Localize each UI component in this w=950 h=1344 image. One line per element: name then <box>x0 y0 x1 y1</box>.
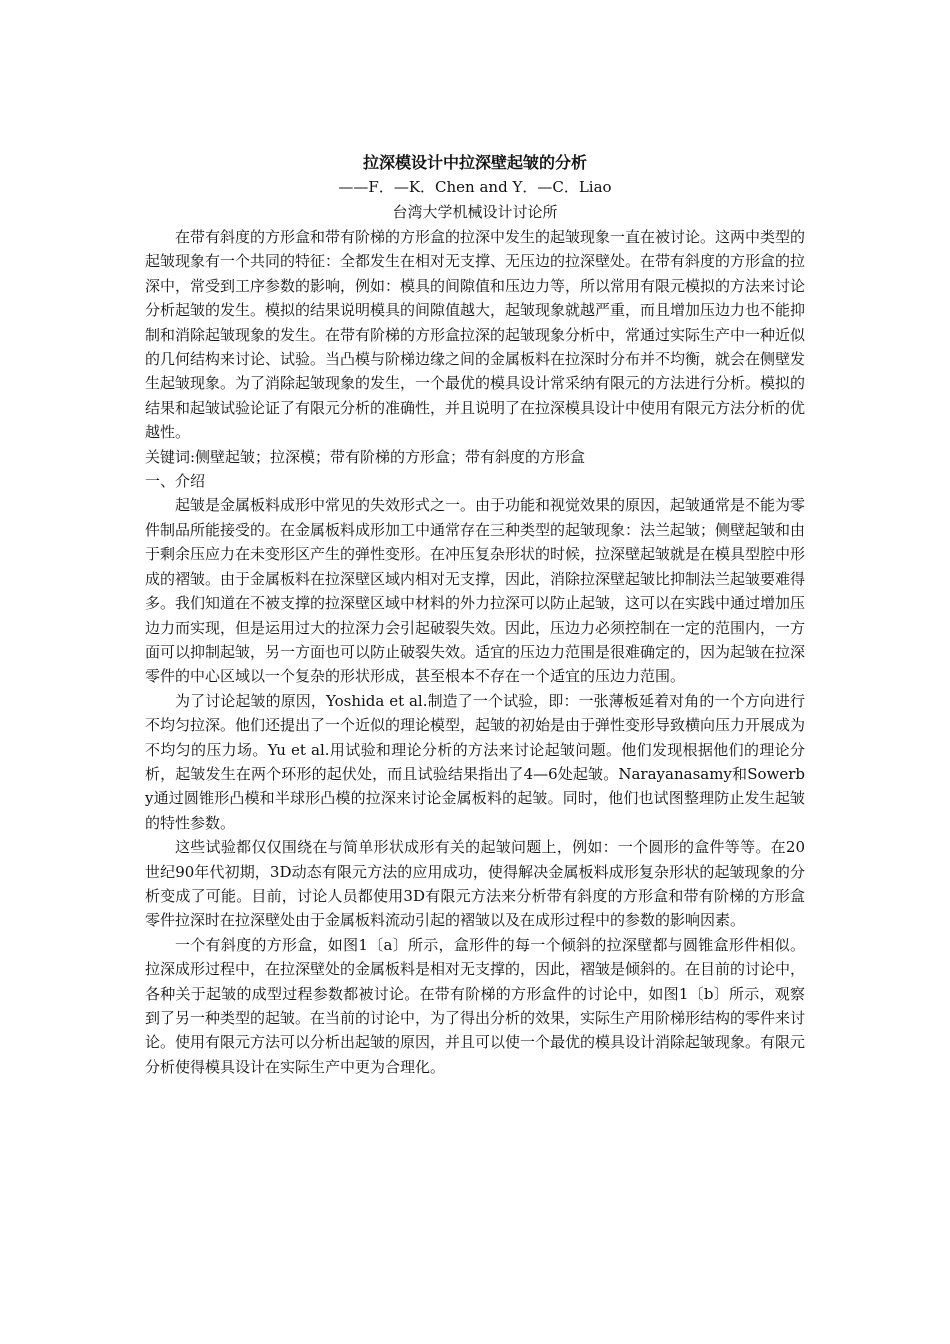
abstract-paragraph: 在带有斜度的方形盒和带有阶梯的方形盒的拉深中发生的起皱现象一直在被讨论。这两中类型的起皱现象有一个共同的特征：全都发生在相对无支撑、无压边的拉深壁处。在带有斜度的方形盒的拉深中，常受到工序参数的影响，例如：模具的间隙值和压边力等，所以常用有限元模拟的方法来讨论分析起皱的发生。模拟的结果说明模具的间隙值越大，起皱现象就越严重，而且增加压边力也不能抑制和消除起皱现象的发生。在带有阶梯的方形盒拉深的起皱现象分析中，常通过实际生产中一种近似的几何结构来讨论、试验。当凸模与阶梯边缘之间的金属板料在拉深时分布并不均衡，就会在侧壁发生起皱现象。为了消除起皱现象的发生，一个最优的模具设计常采纳有限元的方法进行分析。模拟的结果和起皱试验论证了有限元分析的准确性，并且说明了在拉深模具设计中使用有限元方法分析的优越性。 <box>145 228 806 442</box>
intro-paragraph-1: 起皱是金属板料成形中常见的失效形式之一。由于功能和视觉效果的原因，起皱通常是不能为零件制品所能接受的。在金属板料成形加工中通常存在三种类型的起皱现象：法兰起皱；侧壁起皱和由于剩余压应力在未变形区产生的弹性变形。在冲压复杂形状的时候，拉深壁起皱就是在模具型腔中形成的褶皱。由于金属板料在拉深壁区域内相对无支撑，因此，消除拉深壁起皱比抑制法兰起皱要难得多。我们知道在不被支撑的拉深壁区域中材料的外力拉深可以防止起皱，这可以在实践中通过增加压边力而实现，但是运用过大的拉深力会引起破裂失效。因此，压边力必须控制在一定的范围内，一方面可以抑制起皱，另一方面也可以防止破裂失效。适宜的压边力范围是很难确定的，因为起皱在拉深零件的中心区域以一个复杂的形状形成，甚至根本不存在一个适宜的压边力范围。 <box>145 496 806 686</box>
document-authors: ——F．—K．Chen and Y．—C．Liao <box>338 178 612 196</box>
keywords-line: 关键词:侧壁起皱；拉深模；带有阶梯的方形盒；带有斜度的方形盒 <box>145 447 586 466</box>
intro-paragraph-4: 一个有斜度的方形盒，如图1〔a〕所示，盒形件的每一个倾斜的拉深壁都与圆锥盒形件相似。拉深成形过程中，在拉深壁处的金属板料是相对无支撑的，因此，褶皱是倾斜的。在目前的讨论中，各种关于起皱的成型过程参数都被讨论。在带有阶梯的方形盒件的讨论中，如图1〔b〕所示，观察到了另一种类型的起皱。在当前的讨论中，为了得出分析的效果，实际生产用阶梯形结构的零件来讨论。使用有限元方法可以分析出起皱的原因，并且可以使一个最优的模具设计消除起皱现象。有限元分析使得模具设计在实际生产中更为合理化。 <box>145 935 806 1076</box>
document-title: 拉深模设计中拉深壁起皱的分析 <box>362 153 587 172</box>
section-heading: 一、介绍 <box>145 472 206 491</box>
document-affiliation: 台湾大学机械设计讨论所 <box>392 203 558 221</box>
intro-paragraph-2: 为了讨论起皱的原因，Yoshida et al.制造了一个试验，即：一张薄板延着对角的一个方向进行不均匀拉深。他们还提出了一个近似的理论模型，起皱的初始是由于弹性变形导致横向压力开展成为不均匀的压力场。Yu et al.用试验和理论分析的方法来讨论起皱问题。他们发现根据他们的理论分析，起皱发生在两个环形的起伏处，而且试验结果指出了4—6处起皱。Narayanasamy和Sowerby通过圆锥形凸模和半球形凸模的拉深来讨论金属板料的起皱。同时，他们也试图整理防止发生起皱的特性参数。 <box>145 691 806 832</box>
intro-paragraph-3: 这些试验都仅仅围绕在与简单形状成形有关的起皱问题上，例如：一个圆形的盒件等等。在20世纪90年代初期，3D动态有限元方法的应用成功，使得解决金属板料成形复杂形状的起皱现象的分析变成了可能。目前，讨论人员都使用3D有限元方法来分析带有斜度的方形盒和带有阶梯的方形盒零件拉深时在拉深壁处由于金属板料流动引起的褶皱以及在成形过程中的参数的影响因素。 <box>145 838 805 930</box>
document-page <box>145 150 805 1079</box>
